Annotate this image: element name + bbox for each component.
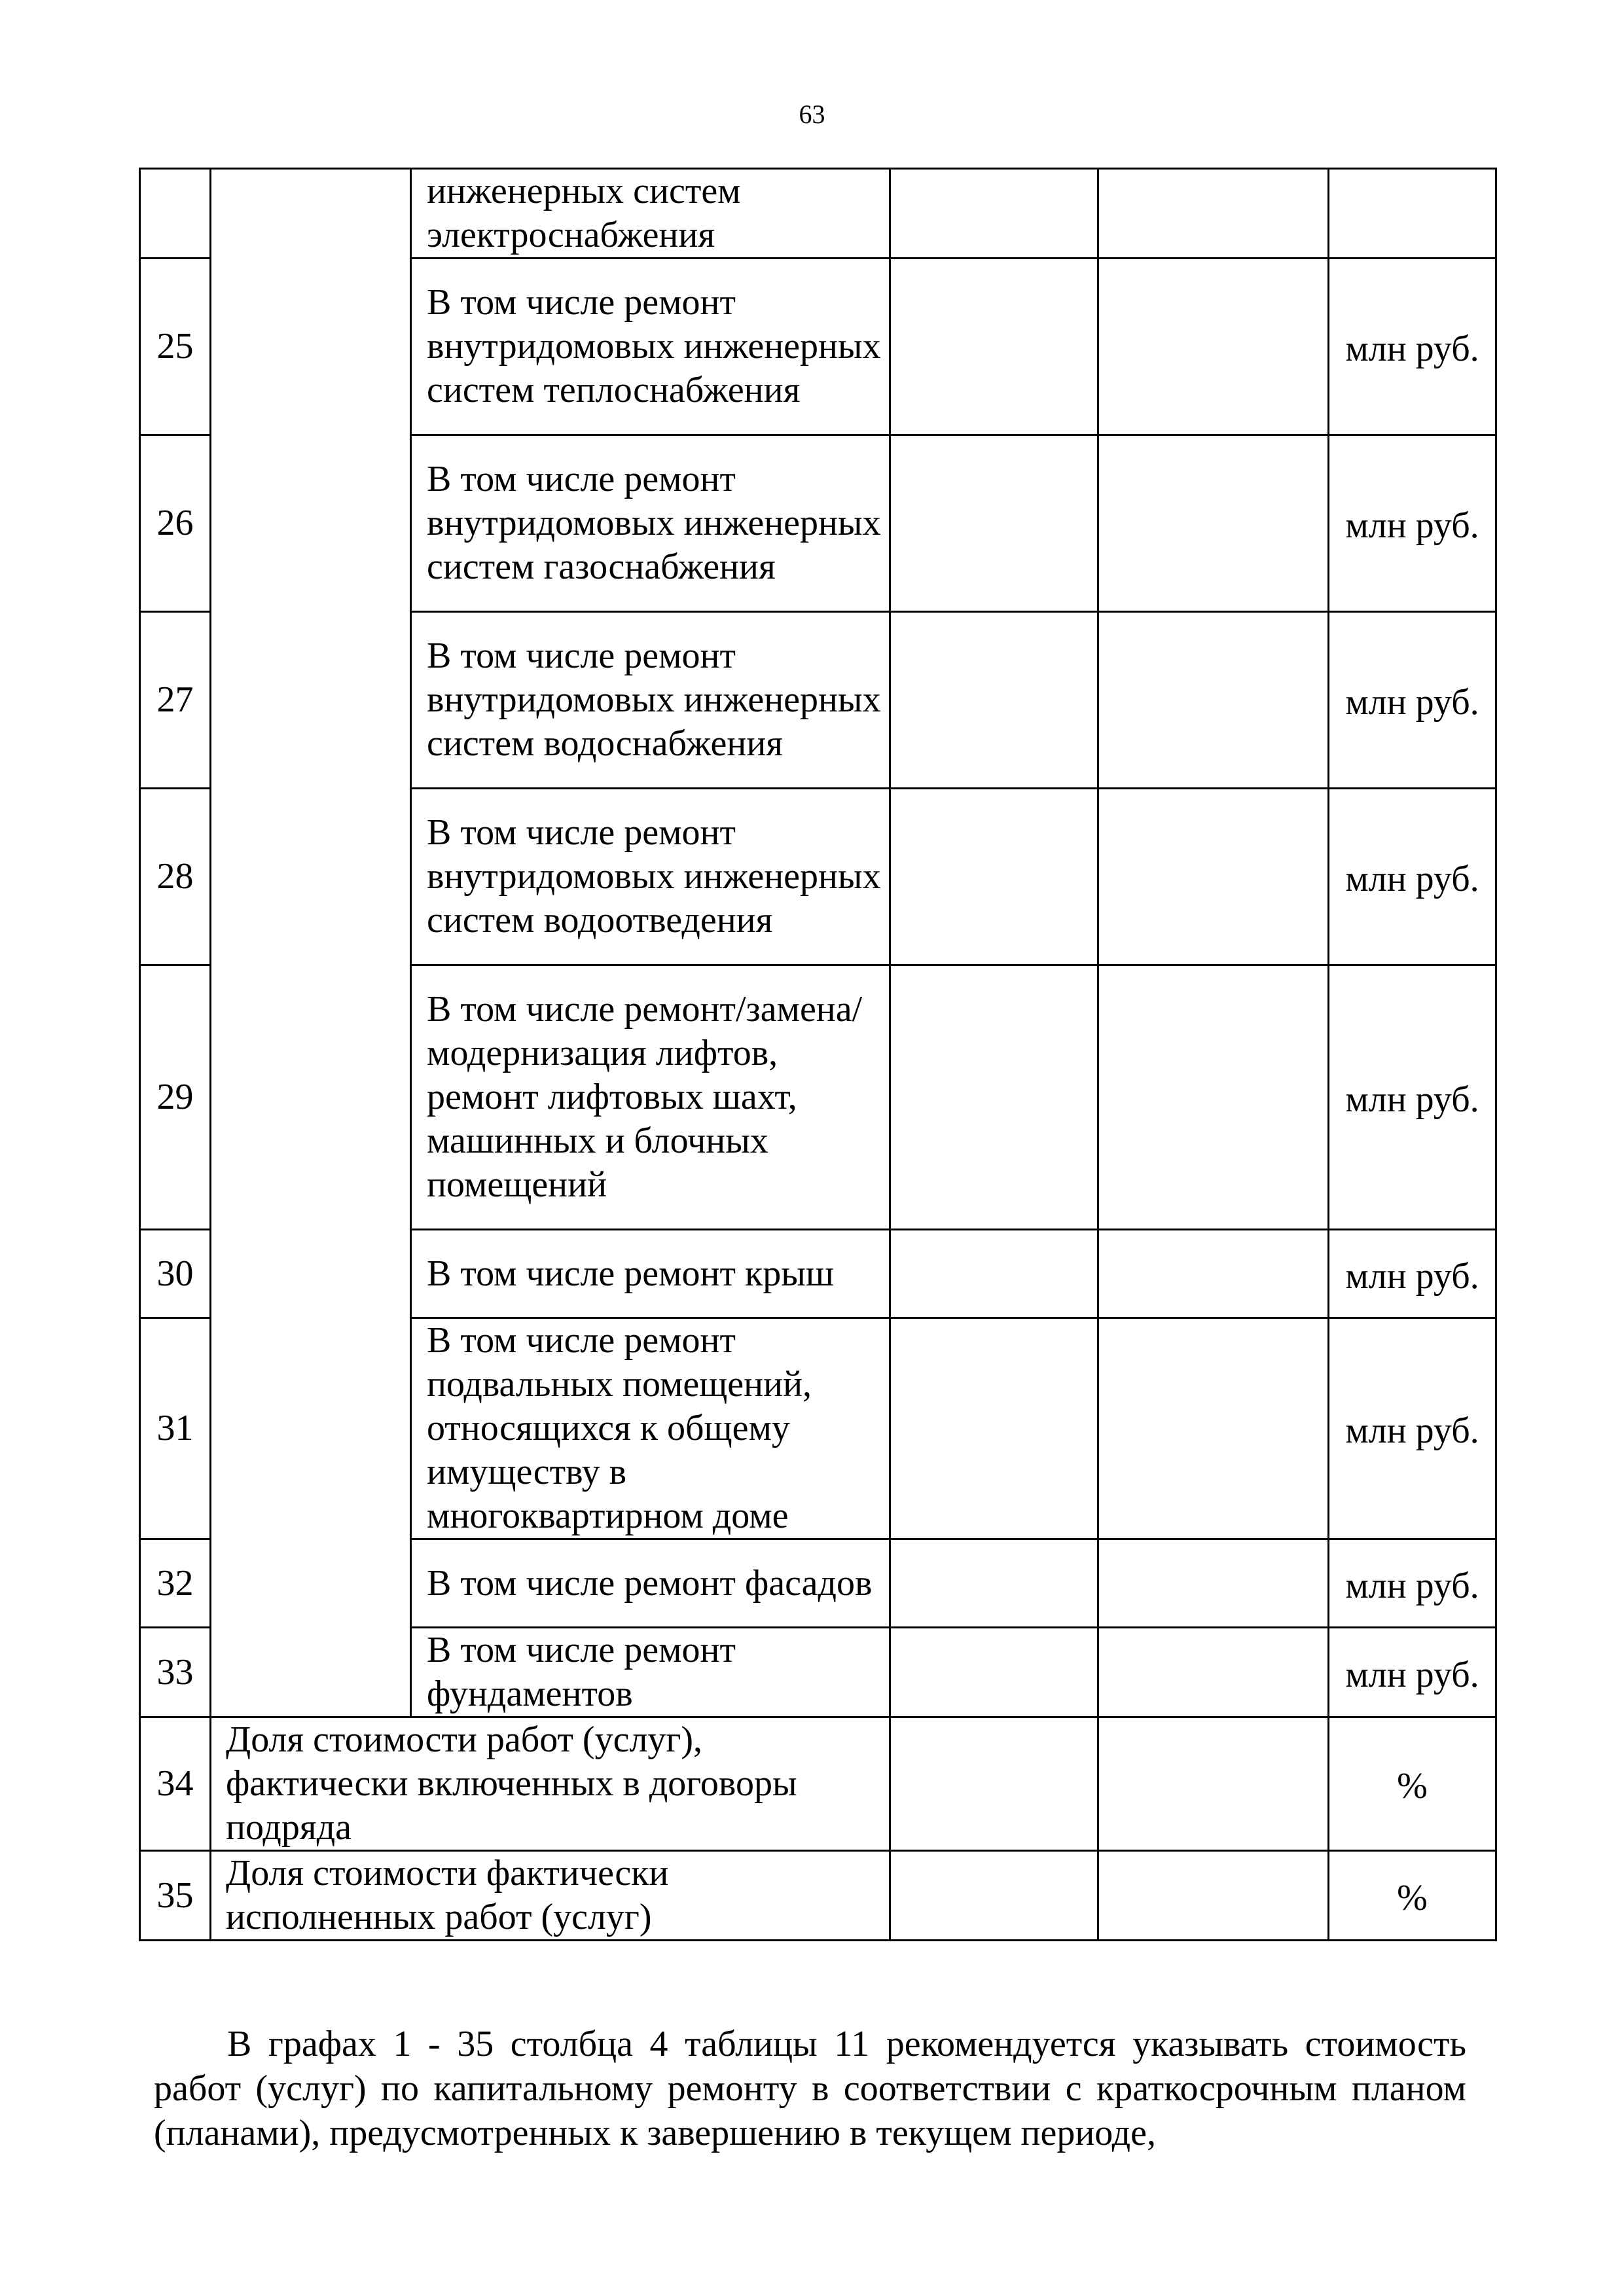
value-cell [890,1230,1098,1318]
value-cell [890,1628,1098,1717]
value-cell [1098,1230,1329,1318]
value-cell [1098,1318,1329,1539]
value-cell [890,1318,1098,1539]
row-number: 26 [140,435,211,612]
unit-cell: млн руб. [1329,965,1496,1230]
value-cell [890,789,1098,965]
page-number: 63 [799,99,825,129]
row-number: 29 [140,965,211,1230]
value-cell [1098,612,1329,789]
row-number [140,169,211,259]
unit-cell: млн руб. [1329,612,1496,789]
unit-cell [1329,169,1496,259]
unit-cell: млн руб. [1329,1539,1496,1628]
value-cell [890,1539,1098,1628]
value-cell [1098,259,1329,435]
value-cell [890,965,1098,1230]
row-description: В том числе ремонт внутридомовых инженерных систем теплоснабжения [411,259,890,435]
value-cell [890,612,1098,789]
value-cell [1098,1539,1329,1628]
table-row [140,1717,1496,1851]
row-description: Доля стоимости работ (услуг), фактически включенных в договоры подряда [211,1717,890,1851]
value-cell [1098,435,1329,612]
table-row [140,1851,1496,1941]
row-description: В том числе ремонт фасадов [411,1539,890,1628]
table-row [140,169,1496,259]
row-number: 27 [140,612,211,789]
unit-cell: % [1329,1851,1496,1941]
row-number: 28 [140,789,211,965]
value-cell [1098,789,1329,965]
capital-repair-table [139,168,1497,1941]
value-cell [890,1717,1098,1851]
unit-cell: млн руб. [1329,435,1496,612]
row-description: В том числе ремонт внутридомовых инженерных систем газоснабжения [411,435,890,612]
row-number: 34 [140,1717,211,1851]
footer-paragraph: В графах 1 - 35 столбца 4 таблицы 11 рекомендуется указывать стоимость работ (услуг) по капитальному ремонту в соответствии с краткосрочным планом (планами), предусмотренных к завершению в текущем периоде, [154,2024,1466,2153]
value-cell [1098,1628,1329,1717]
unit-cell: млн руб. [1329,789,1496,965]
row-number: 32 [140,1539,211,1628]
unit-cell: млн руб. [1329,1318,1496,1539]
row-number: 35 [140,1851,211,1941]
row-description: инженерных систем электроснабжения [411,169,890,259]
row-description: В том числе ремонт внутридомовых инженерных систем водоснабжения [411,612,890,789]
row-description: В том числе ремонт крыш [411,1230,890,1318]
row-description: В том числе ремонт внутридомовых инженерных систем водоотведения [411,789,890,965]
value-cell [890,169,1098,259]
value-cell [1098,169,1329,259]
row-description: В том числе ремонт подвальных помещений, относящихся к общему имуществу в многоквартирном доме [411,1318,890,1539]
unit-cell: млн руб. [1329,1230,1496,1318]
row-number: 31 [140,1318,211,1539]
value-cell [890,259,1098,435]
row-number: 30 [140,1230,211,1318]
row-description: Доля стоимости фактически исполненных работ (услуг) [211,1851,890,1941]
row-number: 25 [140,259,211,435]
value-cell [1098,1717,1329,1851]
value-cell [890,435,1098,612]
row-description: В том числе ремонт фундаментов [411,1628,890,1717]
value-cell [1098,965,1329,1230]
unit-cell: млн руб. [1329,1628,1496,1717]
row-description: В том числе ремонт/замена/модернизация лифтов, ремонт лифтовых шахт, машинных и блочных помещений [411,965,890,1230]
group-cell [211,169,411,1717]
unit-cell: % [1329,1717,1496,1851]
row-number: 33 [140,1628,211,1717]
unit-cell: млн руб. [1329,259,1496,435]
value-cell [1098,1851,1329,1941]
value-cell [890,1851,1098,1941]
